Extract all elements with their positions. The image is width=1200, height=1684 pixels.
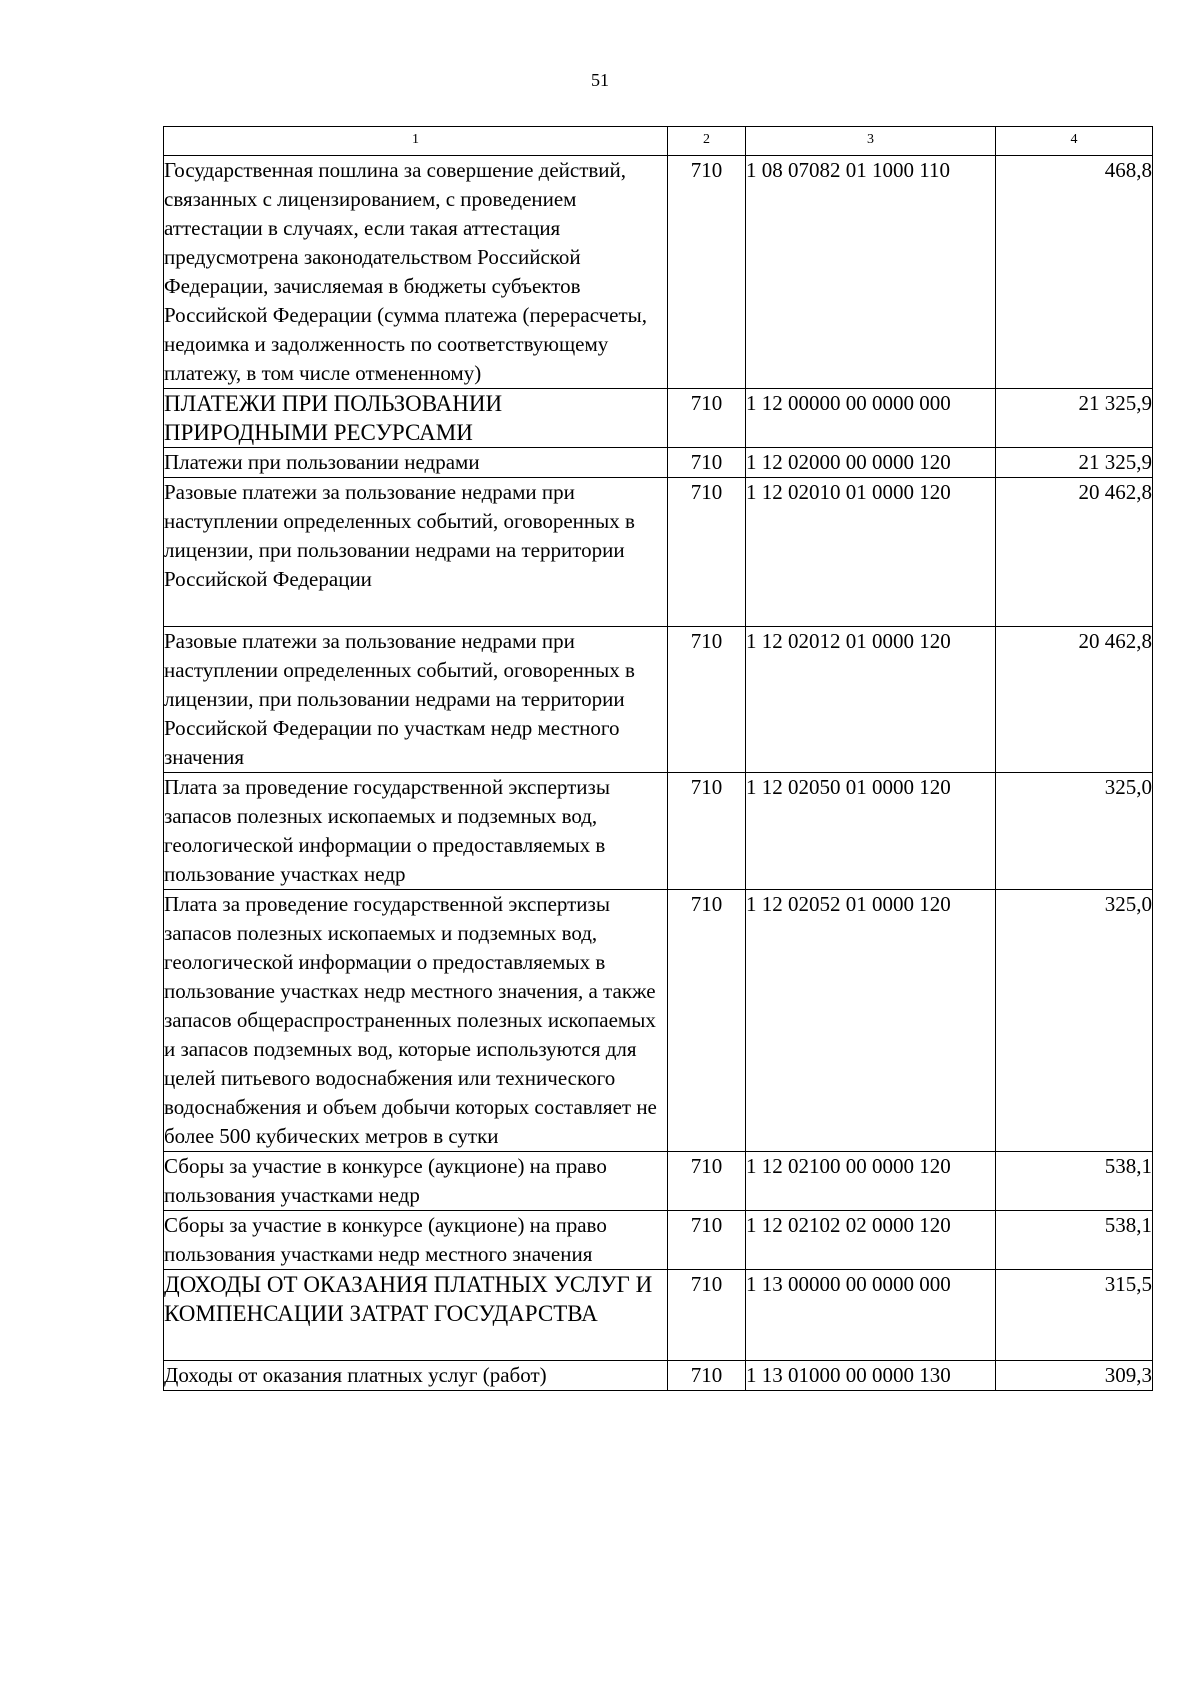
column-header: 1 bbox=[164, 127, 668, 156]
row-amount: 468,8 bbox=[996, 156, 1153, 389]
row-description: Государственная пошлина за совершение действий, связанных с лицензированием, с проведением аттестации в случаях, если такая аттестация предусмотрена законодательством Российской Федерации, зачисляемая в бюджеты субъектов Российской Федерации (сумма платежа (перерасчеты, недоимка и задолженность по соответствующему платежу, в том числе отмененному) bbox=[164, 156, 668, 389]
table-row bbox=[164, 773, 1153, 890]
row-admin-code: 710 bbox=[668, 478, 746, 627]
column-header: 4 bbox=[996, 127, 1153, 156]
row-admin-code: 710 bbox=[668, 1270, 746, 1361]
row-description: Сборы за участие в конкурсе (аукционе) на право пользования участками недр местного значения bbox=[164, 1211, 668, 1270]
table-row bbox=[164, 1211, 1153, 1270]
row-amount: 21 325,9 bbox=[996, 389, 1153, 448]
row-classification-code: 1 12 02010 01 0000 120 bbox=[746, 478, 996, 627]
row-classification-code: 1 13 00000 00 0000 000 bbox=[746, 1270, 996, 1361]
column-header: 3 bbox=[746, 127, 996, 156]
row-description: ПЛАТЕЖИ ПРИ ПОЛЬЗОВАНИИ ПРИРОДНЫМИ РЕСУРСАМИ bbox=[164, 389, 668, 448]
table-row bbox=[164, 1152, 1153, 1211]
revenue-table bbox=[163, 126, 1153, 1391]
row-amount: 325,0 bbox=[996, 890, 1153, 1152]
row-admin-code: 710 bbox=[668, 389, 746, 448]
table-row bbox=[164, 389, 1153, 448]
row-description: Плата за проведение государственной экспертизы запасов полезных ископаемых и подземных вод, геологической информации о предоставляемых в пользование участках недр местного значения, а также запасов общераспространенных полезных ископаемых и запасов подземных вод, которые используются для целей питьевого водоснабжения или технического водоснабжения и объем добычи которых составляет не более 500 кубических метров в сутки bbox=[164, 890, 668, 1152]
row-amount: 538,1 bbox=[996, 1211, 1153, 1270]
column-header: 2 bbox=[668, 127, 746, 156]
row-amount: 20 462,8 bbox=[996, 627, 1153, 773]
row-classification-code: 1 12 02050 01 0000 120 bbox=[746, 773, 996, 890]
table-row bbox=[164, 478, 1153, 627]
row-amount: 315,5 bbox=[996, 1270, 1153, 1361]
row-classification-code: 1 13 01000 00 0000 130 bbox=[746, 1361, 996, 1391]
row-description: Разовые платежи за пользование недрами при наступлении определенных событий, оговоренных в лицензии, при пользовании недрами на территории Российской Федерации по участкам недр местного значения bbox=[164, 627, 668, 773]
table-row bbox=[164, 1270, 1153, 1361]
row-classification-code: 1 12 02102 02 0000 120 bbox=[746, 1211, 996, 1270]
table-row bbox=[164, 448, 1153, 478]
row-description: Разовые платежи за пользование недрами при наступлении определенных событий, оговоренных в лицензии, при пользовании недрами на территории Российской Федерации bbox=[164, 478, 668, 627]
row-amount: 309,3 bbox=[996, 1361, 1153, 1391]
table-row bbox=[164, 156, 1153, 389]
table-row bbox=[164, 627, 1153, 773]
table-row bbox=[164, 1361, 1153, 1391]
row-classification-code: 1 08 07082 01 1000 110 bbox=[746, 156, 996, 389]
row-admin-code: 710 bbox=[668, 890, 746, 1152]
table-row bbox=[164, 890, 1153, 1152]
row-description: Платежи при пользовании недрами bbox=[164, 448, 668, 478]
row-description: Сборы за участие в конкурсе (аукционе) на право пользования участками недр bbox=[164, 1152, 668, 1211]
row-admin-code: 710 bbox=[668, 627, 746, 773]
row-classification-code: 1 12 00000 00 0000 000 bbox=[746, 389, 996, 448]
row-admin-code: 710 bbox=[668, 1361, 746, 1391]
row-classification-code: 1 12 02100 00 0000 120 bbox=[746, 1152, 996, 1211]
row-admin-code: 710 bbox=[668, 773, 746, 890]
row-classification-code: 1 12 02012 01 0000 120 bbox=[746, 627, 996, 773]
row-admin-code: 710 bbox=[668, 448, 746, 478]
table-header-row bbox=[164, 127, 1153, 156]
page-number: 51 bbox=[591, 70, 609, 90]
row-amount: 21 325,9 bbox=[996, 448, 1153, 478]
row-amount: 325,0 bbox=[996, 773, 1153, 890]
row-description: ДОХОДЫ ОТ ОКАЗАНИЯ ПЛАТНЫХ УСЛУГ И КОМПЕНСАЦИИ ЗАТРАТ ГОСУДАРСТВА bbox=[164, 1270, 668, 1361]
row-description: Плата за проведение государственной экспертизы запасов полезных ископаемых и подземных вод, геологической информации о предоставляемых в пользование участках недр bbox=[164, 773, 668, 890]
row-admin-code: 710 bbox=[668, 1152, 746, 1211]
row-classification-code: 1 12 02000 00 0000 120 bbox=[746, 448, 996, 478]
row-admin-code: 710 bbox=[668, 156, 746, 389]
row-classification-code: 1 12 02052 01 0000 120 bbox=[746, 890, 996, 1152]
row-amount: 20 462,8 bbox=[996, 478, 1153, 627]
row-description: Доходы от оказания платных услуг (работ) bbox=[164, 1361, 668, 1391]
row-amount: 538,1 bbox=[996, 1152, 1153, 1211]
row-admin-code: 710 bbox=[668, 1211, 746, 1270]
